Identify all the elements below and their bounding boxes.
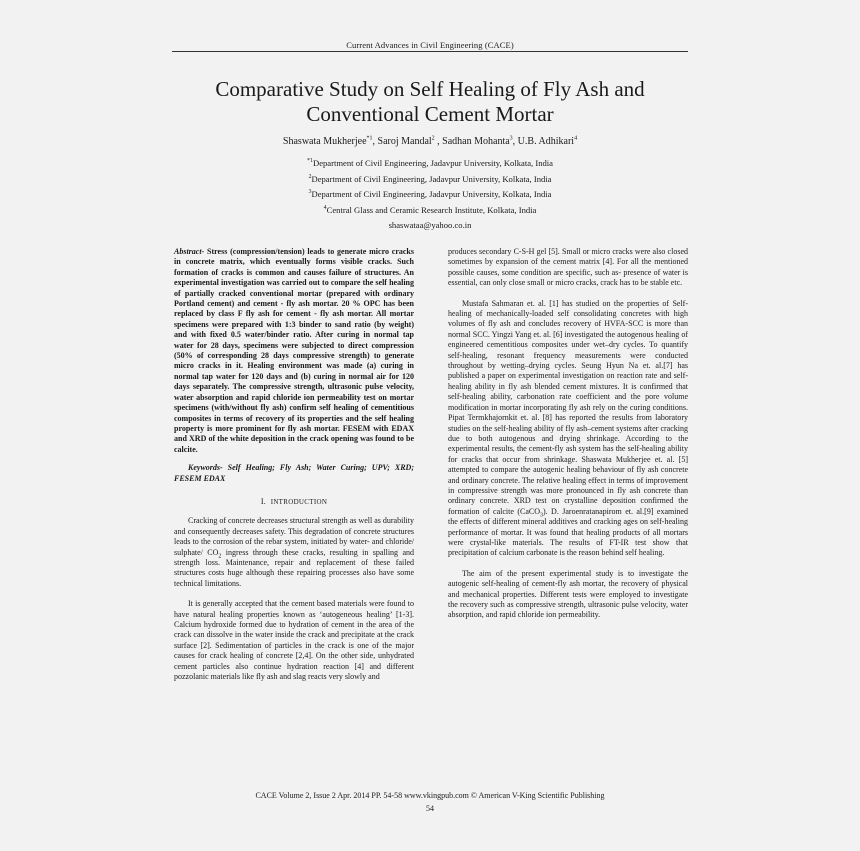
section-heading [174, 497, 414, 507]
author-name: U.B. Adhikari [517, 136, 575, 147]
affiliation-text: Central Glass and Ceramic Research Institute, Kolkata, India [326, 204, 537, 215]
author-mark: 3 [509, 135, 513, 142]
affiliation-text: Department of Civil Engineering, Jadavpur University, Kolkata, India [311, 189, 552, 199]
paragraph-text: Cracking of concrete decreases structural strength as well as durability and consequently decreases safety. This degradation of concrete structures leads to the corrosion of the rebar system, initiated by water- and chloride/ sulphate/ CO [174, 516, 414, 557]
author-name: Saroj Mandal [377, 136, 432, 147]
affiliation-mark: *1 [306, 158, 313, 165]
affiliation [172, 203, 688, 219]
paragraph-text: ingress through these cracks, resulting in spalling and strength loss. Maintenance, repair and replacement of these failed structures costs huge although these repairing processes also have some technical limitations. [174, 547, 414, 588]
paragraph [174, 516, 414, 589]
paragraph [448, 299, 688, 559]
author-name: Sadhan Mohanta [442, 136, 510, 147]
affiliation-mark: 2 [308, 173, 312, 180]
section-title: INTRODUCTION [270, 497, 328, 506]
author-mark: 2 [431, 135, 435, 142]
page-footer: CACE Volume 2, Issue 2 Apr. 2014 PP. 54-58 www.vkingpub.com © American V-King Scientific Publishing [255, 791, 605, 800]
abstract-label: Abstract- [174, 247, 205, 256]
author-name: Shaswata Mukherjee [282, 136, 367, 147]
affiliation-mark: 3 [308, 189, 312, 196]
affiliation-text: Department of Civil Engineering, Jadavpur University, Kolkata, India [312, 158, 553, 168]
journal-header: Current Advances in Civil Engineering (CACE) [346, 40, 514, 50]
right-column [448, 247, 688, 621]
title-line-2: Conventional Cement Mortar [306, 102, 554, 126]
author-mark: *1 [366, 135, 373, 142]
author-email[interactable]: shaswataa@yahoo.co.in [388, 220, 472, 230]
section-number: I. [260, 496, 267, 506]
affiliation-mark: 4 [323, 204, 327, 211]
title-line-1: Comparative Study on Self Healing of Fly Ash and [215, 77, 645, 101]
abstract-text: Stress (compression/tension) leads to generate micro cracks in concrete matrix, which eventually forms visible cracks. Such formation of cracks is common and causes failure of structures. An experimental investigation was carried out to compare the self healing of partially cracked conventional mortar (prepared with ordinary Portland cement) and cement - fly ash mortar. 20 % OPC has been replaced by class F fly ash for cement - fly ash mortar. All mortar specimens were prepared with 1:3 binder to sand ratio (by weight) and with fixed 0.5 water/binder ratio. After curing in normal tap water for 28 days, specimens were subjected to direct compression (50% of corresponding 28 days compressive strength) to generate micro cracks in it. Healing environment was made (a) curing in normal tap water for 120 days and (b) curing in normal air for 120 days separately. The compressive strength, ultrasonic pulse velocity, water absorption and rapid chloride ion permeability test on mortar specimens (with/without fly ash) confirm self healing of cementitious composites in terms of recovery of its properties and the self healing property is more prominent for fly ash mortar. FESEM with EDAX and XRD of the white deposition in the crack opening was found to be calcite. [174, 247, 414, 454]
subscript: 3 [539, 512, 543, 519]
author-list: Shaswata Mukherjee$^{*1}$, Saroj Mandal$^2$ , Sadhan Mohanta$^3$, U.B. Adhikari$^4$ [282, 135, 578, 147]
author-mark: 4 [574, 135, 578, 142]
paragraph: It is generally accepted that the cement based materials were found to have natural healing properties known as ‘autogeneous healing’ [1-3]. Calcium hydroxide formed due to hydration of cement in the area of the crack can dissolve in the water inside the crack and precipitate at the crack surface [2]. Sedimentation of particles in the crack is one of the major causes for crack healing of concrete [2,4]. On the other side, unhydrated cement particles also continue hydration reaction [4] and different pozzolanic materials like fly ash and slag reacts very slowly and [174, 599, 414, 682]
left-column [174, 247, 414, 682]
affiliations [172, 156, 688, 234]
paragraph: produces secondary C-S-H gel [5]. Small or micro cracks were also closed sometimes by expansion of the cement matrix [4]. For all the mentioned possible causes, some condition are specific, such as- presence of water is essential, can only close small or micro cracks, crack has to be stable etc. [448, 247, 688, 288]
header-rule [172, 51, 688, 52]
paragraph: The aim of the present experimental study is to investigate the autogenic self-healing of cement-fly ash mortar, the recovery of physical and mechanical properties. Different tests were employed to investigate the recovery such as compressive strength, ultrasonic pulse velocity, water absorption, and rapid chloride ion permeability. [448, 568, 688, 620]
page-number: 54 [426, 804, 434, 813]
paragraph-text: Mustafa Sahmaran et. al. [1] has studied on the properties of Self-healing of mechanically-loaded self consolidating concretes with high volumes of fly ash and concludes recovery of HVFA-SCC is more than normal SCC. Yingzi Yang et. al. [6] investigated the autogenous healing of engineered cementitious composites under wet–dry cycles. To quantify self-healing, resonant frequency measurements were conducted throughout by wetting–drying cycles. Seung Hyun Na et. al.[7] has published a paper on experimental investigation on reaction rate and self-healing ability in fly ash blended cement mixtures. It is confirmed that self-healing ability, carbonation rate coefficient and the pore volume modification in mortar incorporating fly ash rely on the curing conditions. Pipat Termkhajornkit et. al. [8] has reported the results from laboratory studies on the self-healing ability of fly ash–cement systems after cracking due to both autogenous and drying shrinkage. According to the experimental results, the cement-fly ash system has the self-healing ability for cracks that occur from shrinkage. Shaswata Mukherjee et. al. [5] attempted to compare the autogenic healing behaviour of fly ash concrete and ordinary concrete. The relative healing effect in terms of improvement in compressive strength was more pronounced in fly ash concrete than ordinary concrete. XRD test on crystalline deposition confirmed the formation of calcite (CaCO [448, 298, 688, 516]
abstract [174, 247, 414, 455]
subscript: 2 [218, 553, 222, 560]
affiliation-text: Department of Civil Engineering, Jadavpur University, Kolkata, India [311, 173, 552, 184]
paper-title [172, 77, 688, 127]
affiliation [172, 172, 688, 188]
affiliation [172, 187, 688, 203]
keywords: Keywords- Self Healing; Fly Ash; Water Curing; UPV; XRD; FESEM EDAX [174, 463, 414, 483]
affiliation [172, 156, 688, 172]
paragraph-text: ). D. Jaroenratanapirom et. al.[9] examined the effects of different mineral additives and cracking ages on self-healing performance of mortar. It was found that healing products of all mortars were crystal-like materials. The results of FT-IR test show that precipitation of calcium carbonate is the reason behind self healing. [448, 506, 688, 558]
